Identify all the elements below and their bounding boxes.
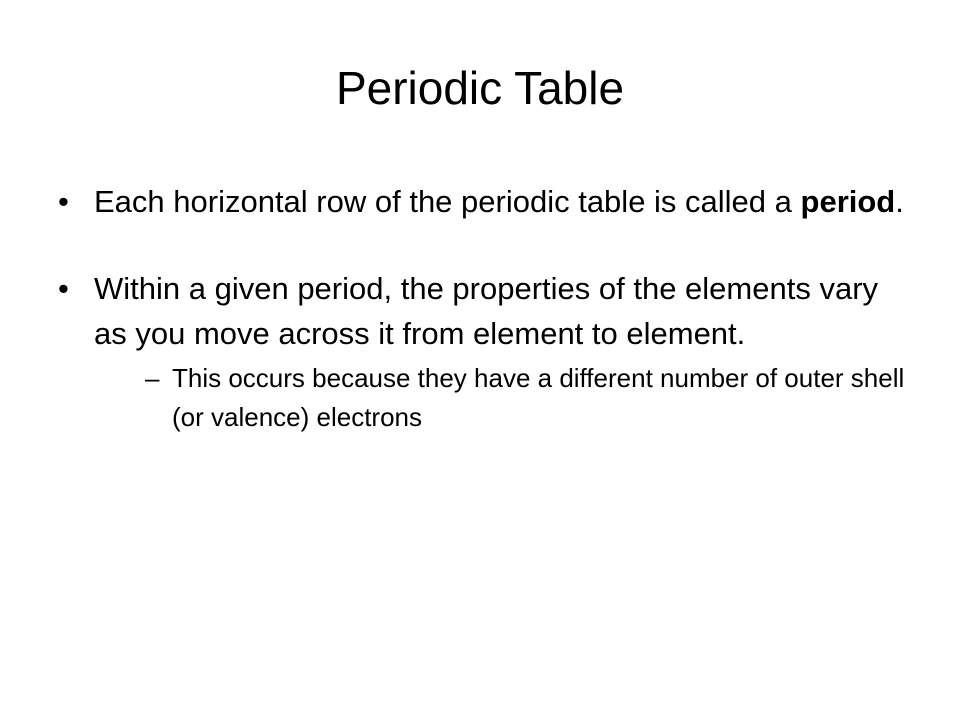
bullet-bold-term: period [800, 184, 896, 219]
slide-title: Periodic Table [335, 62, 625, 114]
bullet-marker: • [58, 184, 69, 219]
bullet-text-end: . [895, 184, 904, 219]
bullet-text-start: Each horizontal row of the periodic table is called a [94, 184, 801, 219]
sub-bullet-text: This occurs because they have a different number of outer shell (or valence) electrons [172, 363, 905, 432]
bullet-item-period-properties [58, 266, 918, 437]
bullet-item-period-definition [58, 179, 918, 224]
sub-bullet-item [145, 359, 912, 437]
bullet-text: Within a given period, the properties of the elements vary as you move across it from element to element. [94, 271, 879, 351]
bullet-marker: • [58, 271, 69, 306]
bullet-list [58, 179, 918, 437]
sub-bullet-marker: – [145, 363, 160, 393]
